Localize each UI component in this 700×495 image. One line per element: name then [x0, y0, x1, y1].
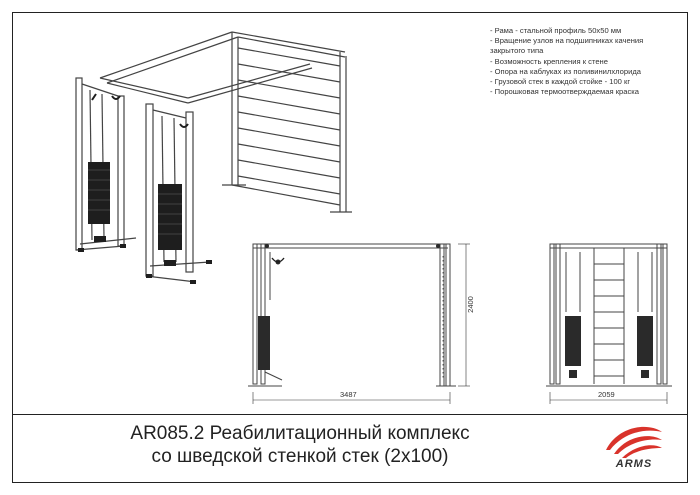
spec-item: - Грузовой стек в каждой стойке - 100 кг	[490, 77, 631, 87]
spec-item: - Возможность крепления к стене	[490, 56, 608, 66]
spec-item: - Рама - стальной профиль 50х50 мм	[490, 26, 622, 35]
product-title	[60, 422, 540, 468]
title-line-1: AR085.2 Реабилитационный комплекс	[130, 423, 470, 444]
title-line-2: со шведской стенкой стек (2х100)	[151, 446, 449, 467]
spec-item: - Вращение узлов на подшипниках качения	[490, 36, 644, 46]
height-dimension: 2400	[465, 296, 475, 313]
spec-list	[490, 26, 685, 97]
spec-item: закрытого типа	[490, 46, 544, 56]
spec-item: - Опора на каблуках из поливинилхлорида	[490, 66, 642, 76]
width-dimension: 2059	[598, 390, 615, 399]
spec-item: - Порошковая термоотверждаемая краска	[490, 87, 639, 97]
brand-name: ARMS	[615, 458, 653, 470]
length-dimension: 3487	[340, 390, 357, 399]
